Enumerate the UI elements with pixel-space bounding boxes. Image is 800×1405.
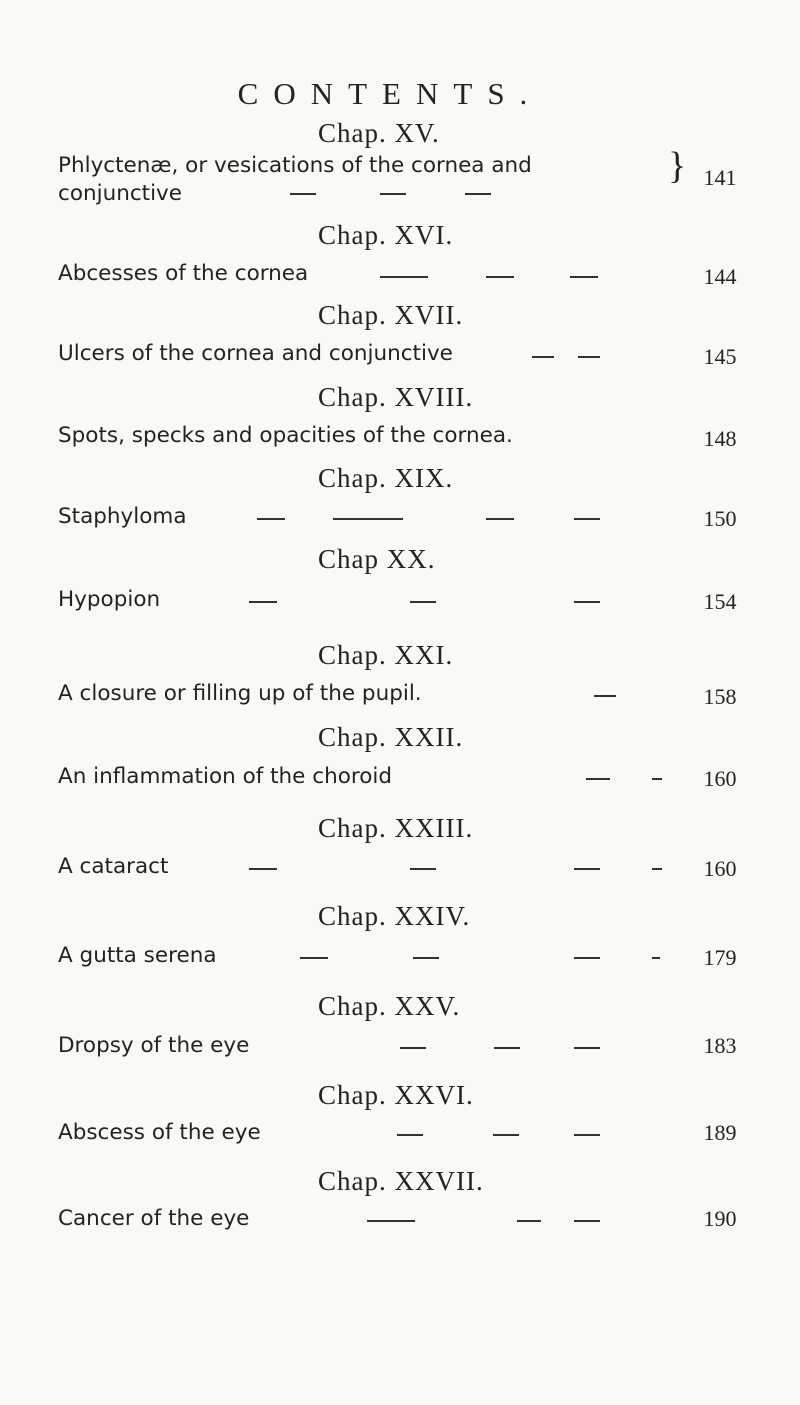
leader-dash — [257, 518, 285, 520]
leader-dash — [249, 868, 277, 870]
brace-icon: } — [668, 145, 687, 187]
page-number: 160 — [703, 766, 737, 791]
entry-text: Cancer of the eye — [58, 1206, 250, 1231]
leader-dash — [486, 276, 514, 278]
page-number: 190 — [703, 1206, 737, 1231]
leader-dash — [570, 276, 598, 278]
entry-text: A closure or filling up of the pupil. — [58, 681, 422, 706]
leader-dash — [594, 695, 616, 697]
chapter-heading: Chap. XVI. — [318, 220, 454, 250]
leader-dash — [290, 193, 316, 195]
leader-dash — [413, 957, 439, 959]
entry-text: Spots, specks and opacities of the cornea. — [58, 423, 513, 448]
leader-dash — [652, 957, 660, 959]
leader-dash — [367, 1220, 415, 1222]
entry-text: A gutta serena — [58, 943, 217, 968]
leader-dash — [249, 601, 277, 603]
leader-dash — [532, 356, 554, 358]
chapter-heading: Chap. XVIII. — [318, 382, 474, 412]
chapter-heading: Chap. XXIV. — [318, 901, 471, 931]
leader-dash — [652, 868, 662, 870]
entry-text: Abscess of the eye — [58, 1120, 261, 1145]
page-number: 144 — [703, 264, 737, 289]
entry-text: Phlyctenæ, or vesications of the cornea and — [58, 153, 532, 178]
chapter-heading: Chap. XXIII. — [318, 813, 474, 843]
leader-dash — [493, 1134, 519, 1136]
page-number: 145 — [703, 344, 737, 369]
leader-dash — [465, 193, 491, 195]
page-number: 183 — [703, 1033, 737, 1058]
page-number: 189 — [703, 1120, 737, 1145]
leader-dash — [574, 601, 600, 603]
leader-dash — [517, 1220, 541, 1222]
leader-dash — [486, 518, 514, 520]
leader-dash — [333, 518, 403, 520]
page-number: 148 — [703, 426, 737, 451]
leader-dash — [574, 1047, 600, 1049]
leader-dash — [400, 1047, 426, 1049]
page-number: 141 — [703, 165, 737, 190]
chapter-heading: Chap XX. — [318, 544, 436, 574]
entry-text: Dropsy of the eye — [58, 1033, 250, 1058]
leader-dash — [380, 193, 406, 195]
page-title: CONTENTS. — [237, 76, 543, 111]
leader-dash — [574, 957, 600, 959]
chapter-heading: Chap. XXII. — [318, 722, 464, 752]
leader-dash — [574, 518, 600, 520]
leader-dash — [397, 1134, 423, 1136]
chapter-heading: Chap. XXVI. — [318, 1080, 474, 1110]
chapter-heading: Chap. XVII. — [318, 300, 464, 330]
entry-text: Hypopion — [58, 587, 161, 612]
entry-text-continued: conjunctive — [58, 181, 183, 206]
page-number: 154 — [703, 589, 737, 614]
page-number: 179 — [703, 945, 737, 970]
leader-dash — [652, 778, 662, 780]
leader-dash — [574, 1134, 600, 1136]
chapter-heading: Chap. XV. — [318, 118, 440, 148]
page-number: 160 — [703, 856, 737, 881]
leader-dash — [586, 778, 610, 780]
page-number: 150 — [703, 506, 737, 531]
leader-dash — [494, 1047, 520, 1049]
entry-text: Staphyloma — [58, 504, 187, 529]
chapter-heading: Chap. XXVII. — [318, 1166, 484, 1196]
entry-text: Ulcers of the cornea and conjunctive — [58, 341, 453, 366]
leader-dash — [380, 276, 428, 278]
leader-dash — [578, 356, 600, 358]
entry-text: Abcesses of the cornea — [58, 261, 309, 286]
chapter-heading: Chap. XXI. — [318, 640, 454, 670]
leader-dash — [300, 957, 328, 959]
chapter-heading: Chap. XIX. — [318, 463, 454, 493]
leader-dash — [410, 601, 436, 603]
entry-text: A cataract — [58, 854, 169, 879]
chapter-heading: Chap. XXV. — [318, 991, 461, 1021]
entry-text: An inflammation of the choroid — [58, 764, 392, 789]
leader-dash — [410, 868, 436, 870]
leader-dash — [574, 1220, 600, 1222]
leader-dash — [574, 868, 600, 870]
page-number: 158 — [703, 684, 737, 709]
